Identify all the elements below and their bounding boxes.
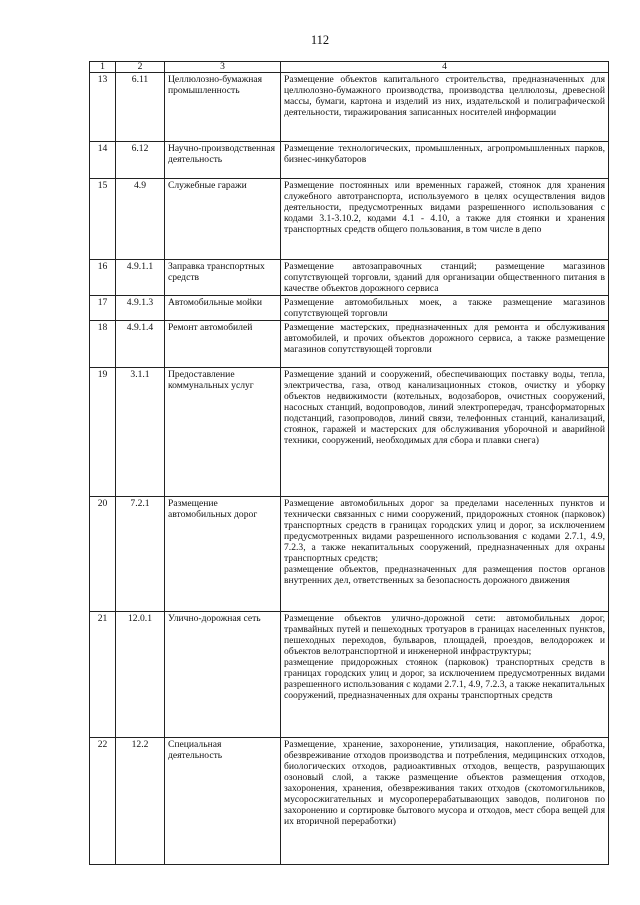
- use-description: [281, 738, 609, 865]
- use-description: [281, 612, 609, 738]
- use-name: Автомобильные мойки: [165, 296, 281, 321]
- row-number: 15: [90, 179, 116, 260]
- use-name: Размещение автомобильных дорог: [165, 497, 281, 612]
- use-name: Предоставление коммунальных услуг: [165, 368, 281, 497]
- use-name: Улично-дорожная сеть: [165, 612, 281, 738]
- header-col-3: 3: [165, 62, 281, 73]
- use-name: Ремонт автомобилей: [165, 321, 281, 368]
- description-paragraph: Размещение автомобильных дорог за пределами населенных пунктов и технически связанных с ними сооружений, придорожных стоянок (парковок) транспортных средств в границах городских улиц и дорог, за исключением предусмотренных видами разрешенного использования с кодами 2.7.1, 4.9, 7.2.3, а также некапитальных сооружений, предназначенных для охраны транспортных средств;: [284, 498, 605, 564]
- table-body: [90, 73, 609, 865]
- use-code: 4.9.1.1: [116, 260, 165, 296]
- use-code: 4.9: [116, 179, 165, 260]
- description-paragraph: Размещение объектов улично-дорожной сети: автомобильных дорог, трамвайных путей и пешеходных тротуаров в границах населенных пунктов, пешеходных переходов, бульваров, площадей, проездов, велодорожек и объектов велотранспортной и инженерной инфраструктуры;: [284, 613, 605, 657]
- table-header-row: [90, 62, 609, 73]
- use-description: [281, 179, 609, 260]
- row-number: 18: [90, 321, 116, 368]
- description-paragraph: Размещение объектов капитального строительства, предназначенных для целлюлозно-бумажного производства, производства целлюлозы, древесной массы, бумаги, картона и изделий из них, издательской и полиграфической деятельности, тиражирования записанных носителей информации: [284, 74, 605, 118]
- description-paragraph: размещение придорожных стоянок (парковок) транспортных средств в границах городских улиц и дорог, за исключением предусмотренных видами разрешенного использования с кодами 2.7.1, 4.9, 7.2.3, а также некапитальных сооружений, предназначенных для охраны транспортных средств: [284, 657, 605, 701]
- table-row: [90, 497, 609, 612]
- use-description: [281, 260, 609, 296]
- description-paragraph: Размещение автозаправочных станций; размещение магазинов сопутствующей торговли, зданий для организации общественного питания в качестве объектов дорожного сервиса: [284, 261, 605, 294]
- table-row: [90, 260, 609, 296]
- table-row: [90, 612, 609, 738]
- header-col-4: 4: [281, 62, 609, 73]
- use-name: Специальная деятельность: [165, 738, 281, 865]
- row-number: 19: [90, 368, 116, 497]
- header-col-2: 2: [116, 62, 165, 73]
- row-number: 16: [90, 260, 116, 296]
- table-row: [90, 73, 609, 142]
- description-paragraph: Размещение мастерских, предназначенных для ремонта и обслуживания автомобилей, и прочих объектов дорожного сервиса, а также размещение магазинов сопутствующей торговли: [284, 322, 605, 355]
- table-row: [90, 368, 609, 497]
- use-description: [281, 142, 609, 179]
- description-paragraph: Размещение постоянных или временных гаражей, стоянок для хранения служебного автотранспорта, используемого в целях осуществления видов деятельности, предусмотренных видами разрешенного использования с кодами 3.1-3.10.2, кодами 4.1 - 4.10, а также для стоянки и хранения транспортных средств общего пользования, в том числе в депо: [284, 180, 605, 235]
- use-code: 6.12: [116, 142, 165, 179]
- use-name: Служебные гаражи: [165, 179, 281, 260]
- use-description: [281, 296, 609, 321]
- use-description: [281, 368, 609, 497]
- use-code: 4.9.1.3: [116, 296, 165, 321]
- table-row: [90, 296, 609, 321]
- description-paragraph: Размещение, хранение, захоронение, утилизация, накопление, обработка, обезвреживание отходов производства и потребления, медицинских отходов, биологических отходов, радиоактивных отходов, веществ, разрушающих озоновый слой, а также размещение объектов размещения отходов, захоронения, хранения, обезвреживания таких отходов (скотомогильников, мусоросжигательных и мусороперерабатывающих заводов, полигонов по захоронению и сортировке бытового мусора и отходов, мест сбора вещей для их вторичной переработки): [284, 739, 605, 827]
- use-code: 7.2.1: [116, 497, 165, 612]
- row-number: 21: [90, 612, 116, 738]
- use-description: [281, 321, 609, 368]
- row-number: 13: [90, 73, 116, 142]
- use-code: 6.11: [116, 73, 165, 142]
- table-row: [90, 738, 609, 865]
- use-code: 4.9.1.4: [116, 321, 165, 368]
- use-description: [281, 73, 609, 142]
- table-row: [90, 321, 609, 368]
- land-use-table: [89, 61, 609, 865]
- description-paragraph: Размещение технологических, промышленных, агропромышленных парков, бизнес-инкубаторов: [284, 143, 605, 165]
- description-paragraph: Размещение автомобильных моек, а также размещение магазинов сопутствующей торговли: [284, 297, 605, 319]
- use-description: [281, 497, 609, 612]
- description-paragraph: размещение объектов, предназначенных для размещения постов органов внутренних дел, ответственных за безопасность дорожного движения: [284, 564, 605, 586]
- use-name: Целлюлозно-бумажная промышленность: [165, 73, 281, 142]
- row-number: 17: [90, 296, 116, 321]
- use-code: 3.1.1: [116, 368, 165, 497]
- table-row: [90, 179, 609, 260]
- row-number: 20: [90, 497, 116, 612]
- header-col-1: 1: [90, 62, 116, 73]
- table-row: [90, 142, 609, 179]
- page-number: 112: [310, 33, 330, 47]
- row-number: 14: [90, 142, 116, 179]
- description-paragraph: Размещение зданий и сооружений, обеспечивающих поставку воды, тепла, электричества, газа, отвод канализационных стоков, очистку и уборку объектов недвижимости (котельных, водозаборов, очистных сооружений, насосных станций, водопроводов, линий электропередач, трансформаторных подстанций, газопроводов, линий связи, телефонных станций, канализаций, стоянок, гаражей и мастерских для обслуживания уборочной и аварийной техники, сооружений, необходимых для сбора и плавки снега): [284, 369, 605, 446]
- use-name: Научно-производственная деятельность: [165, 142, 281, 179]
- row-number: 22: [90, 738, 116, 865]
- use-code: 12.2: [116, 738, 165, 865]
- use-code: 12.0.1: [116, 612, 165, 738]
- use-name: Заправка транспортных средств: [165, 260, 281, 296]
